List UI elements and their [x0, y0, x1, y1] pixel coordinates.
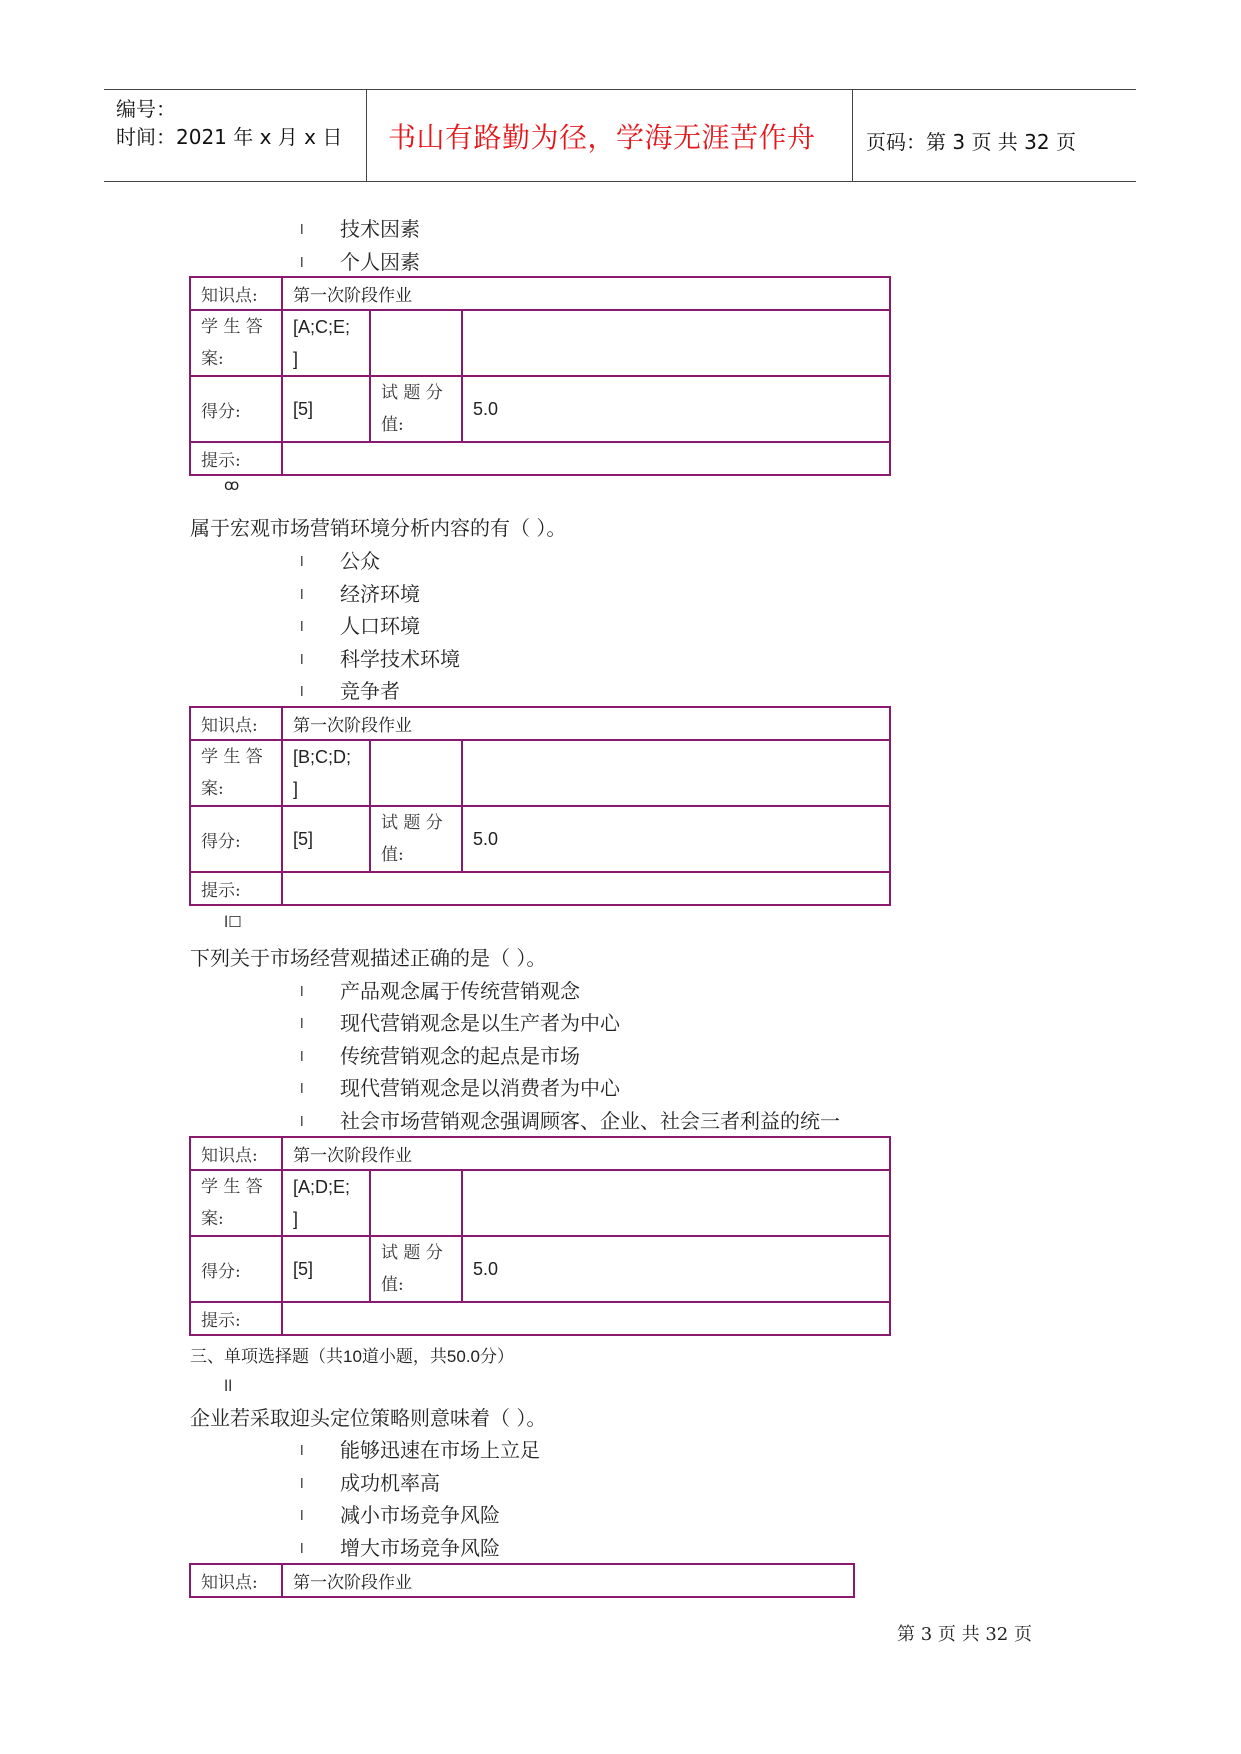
knowledge-value: 第一次阶段作业	[282, 1137, 890, 1170]
question-value: 5.0	[462, 376, 890, 442]
empty-cell	[370, 310, 462, 376]
hint-value	[282, 872, 890, 905]
option-text: 竞争者	[340, 679, 400, 703]
answer-label: 学 生 答 案:	[190, 1170, 282, 1236]
question-stem: 下列关于市场经营观描述正确的是（ ）。	[190, 946, 547, 970]
option-item	[300, 610, 420, 639]
score-value: [5]	[282, 1236, 370, 1302]
score-value: [5]	[282, 806, 370, 872]
hint-label: 提示:	[190, 872, 282, 905]
bullet-icon: l	[300, 555, 304, 570]
question-stem: 企业若采取迎头定位策略则意味着（ ）。	[190, 1406, 547, 1430]
score-label: 得分:	[190, 806, 282, 872]
bullet-icon: l	[300, 1542, 304, 1557]
option-text: 个人因素	[340, 250, 420, 274]
bullet-icon: l	[300, 588, 304, 603]
knowledge-label: 知识点:	[190, 707, 282, 740]
empty-cell	[370, 1170, 462, 1236]
option-item	[300, 246, 420, 275]
header-top-rule	[104, 89, 1136, 90]
bullet-icon: l	[300, 985, 304, 1000]
header-page-label: 页码：第 3 页 共 32 页	[866, 130, 1076, 154]
option-item	[300, 975, 580, 1004]
knowledge-label: 知识点:	[190, 1564, 282, 1597]
info-table	[189, 276, 891, 476]
bullet-icon: l	[300, 256, 304, 271]
header-time-label: 时间：2021 年 x 月 x 日	[116, 125, 343, 149]
option-item	[300, 1072, 620, 1101]
student-answer: [A;D;E; ]	[282, 1170, 370, 1236]
option-text: 现代营销观念是以生产者为中心	[340, 1011, 620, 1035]
section-heading: 三、单项选择题（共10道小题，共50.0分）	[190, 1347, 515, 1367]
option-text: 成功机率高	[340, 1471, 440, 1495]
score-value: [5]	[282, 376, 370, 442]
info-table	[189, 706, 891, 906]
info-table	[189, 1563, 855, 1598]
hint-label: 提示:	[190, 442, 282, 475]
option-item	[300, 545, 380, 574]
option-text: 能够迅速在市场上立足	[340, 1438, 540, 1462]
bullet-icon: l	[300, 1477, 304, 1492]
option-text: 经济环境	[340, 582, 420, 606]
option-item	[300, 1434, 540, 1463]
knowledge-value: 第一次阶段作业	[282, 1564, 854, 1597]
option-text: 产品观念属于传统营销观念	[340, 979, 580, 1003]
page-footer: 第 3 页 共 32 页	[897, 1624, 1032, 1645]
option-item	[300, 578, 420, 607]
bullet-icon: l	[300, 685, 304, 700]
bullet-icon: l	[300, 1444, 304, 1459]
option-item	[300, 1499, 500, 1528]
bullet-icon: l	[300, 223, 304, 238]
empty-cell	[462, 1170, 890, 1236]
info-table	[189, 1136, 891, 1336]
hint-label: 提示:	[190, 1302, 282, 1335]
question-value: 5.0	[462, 1236, 890, 1302]
bullet-icon: l	[300, 1017, 304, 1032]
hint-value	[282, 442, 890, 475]
score-label: 得分:	[190, 1236, 282, 1302]
option-item	[300, 643, 460, 672]
score-label: 得分:	[190, 376, 282, 442]
knowledge-label: 知识点:	[190, 277, 282, 310]
value-label: 试 题 分 值:	[370, 806, 462, 872]
option-item	[300, 1007, 620, 1036]
student-answer: [B;C;D; ]	[282, 740, 370, 806]
option-text: 增大市场竞争风险	[340, 1536, 500, 1560]
value-label: 试 题 分 值:	[370, 376, 462, 442]
option-item	[300, 1467, 440, 1496]
header-divider-left	[366, 90, 367, 182]
student-answer: [A;C;E; ]	[282, 310, 370, 376]
bullet-icon: l	[300, 1509, 304, 1524]
question-marker: ꝏ	[224, 476, 240, 494]
option-item	[300, 1105, 840, 1134]
option-item	[300, 213, 420, 242]
question-marker: ll	[224, 1377, 233, 1395]
header-motto: 书山有路勤为径，学海无涯苦作舟	[388, 121, 816, 154]
question-marker: l☐	[224, 913, 242, 931]
bullet-icon: l	[300, 1115, 304, 1130]
empty-cell	[462, 740, 890, 806]
option-text: 减小市场竞争风险	[340, 1503, 500, 1527]
option-text: 技术因素	[340, 217, 420, 241]
bullet-icon: l	[300, 620, 304, 635]
option-text: 科学技术环境	[340, 647, 460, 671]
header-bottom-rule	[104, 181, 1136, 182]
question-value: 5.0	[462, 806, 890, 872]
option-text: 人口环境	[340, 614, 420, 638]
answer-label: 学 生 答 案:	[190, 740, 282, 806]
option-text: 社会市场营销观念强调顾客、企业、社会三者利益的统一	[340, 1109, 840, 1133]
bullet-icon: l	[300, 1082, 304, 1097]
option-text: 传统营销观念的起点是市场	[340, 1044, 580, 1068]
value-label: 试 题 分 值:	[370, 1236, 462, 1302]
empty-cell	[462, 310, 890, 376]
option-text: 现代营销观念是以消费者为中心	[340, 1076, 620, 1100]
bullet-icon: l	[300, 653, 304, 668]
empty-cell	[370, 740, 462, 806]
knowledge-value: 第一次阶段作业	[282, 707, 890, 740]
header-number-label: 编号：	[116, 97, 176, 121]
option-item	[300, 675, 400, 704]
option-item	[300, 1040, 580, 1069]
question-stem: 属于宏观市场营销环境分析内容的有（ ）。	[190, 516, 567, 540]
knowledge-label: 知识点:	[190, 1137, 282, 1170]
option-item	[300, 1532, 500, 1561]
option-text: 公众	[340, 549, 380, 573]
bullet-icon: l	[300, 1050, 304, 1065]
header-divider-right	[852, 90, 853, 182]
hint-value	[282, 1302, 890, 1335]
knowledge-value: 第一次阶段作业	[282, 277, 890, 310]
answer-label: 学 生 答 案:	[190, 310, 282, 376]
